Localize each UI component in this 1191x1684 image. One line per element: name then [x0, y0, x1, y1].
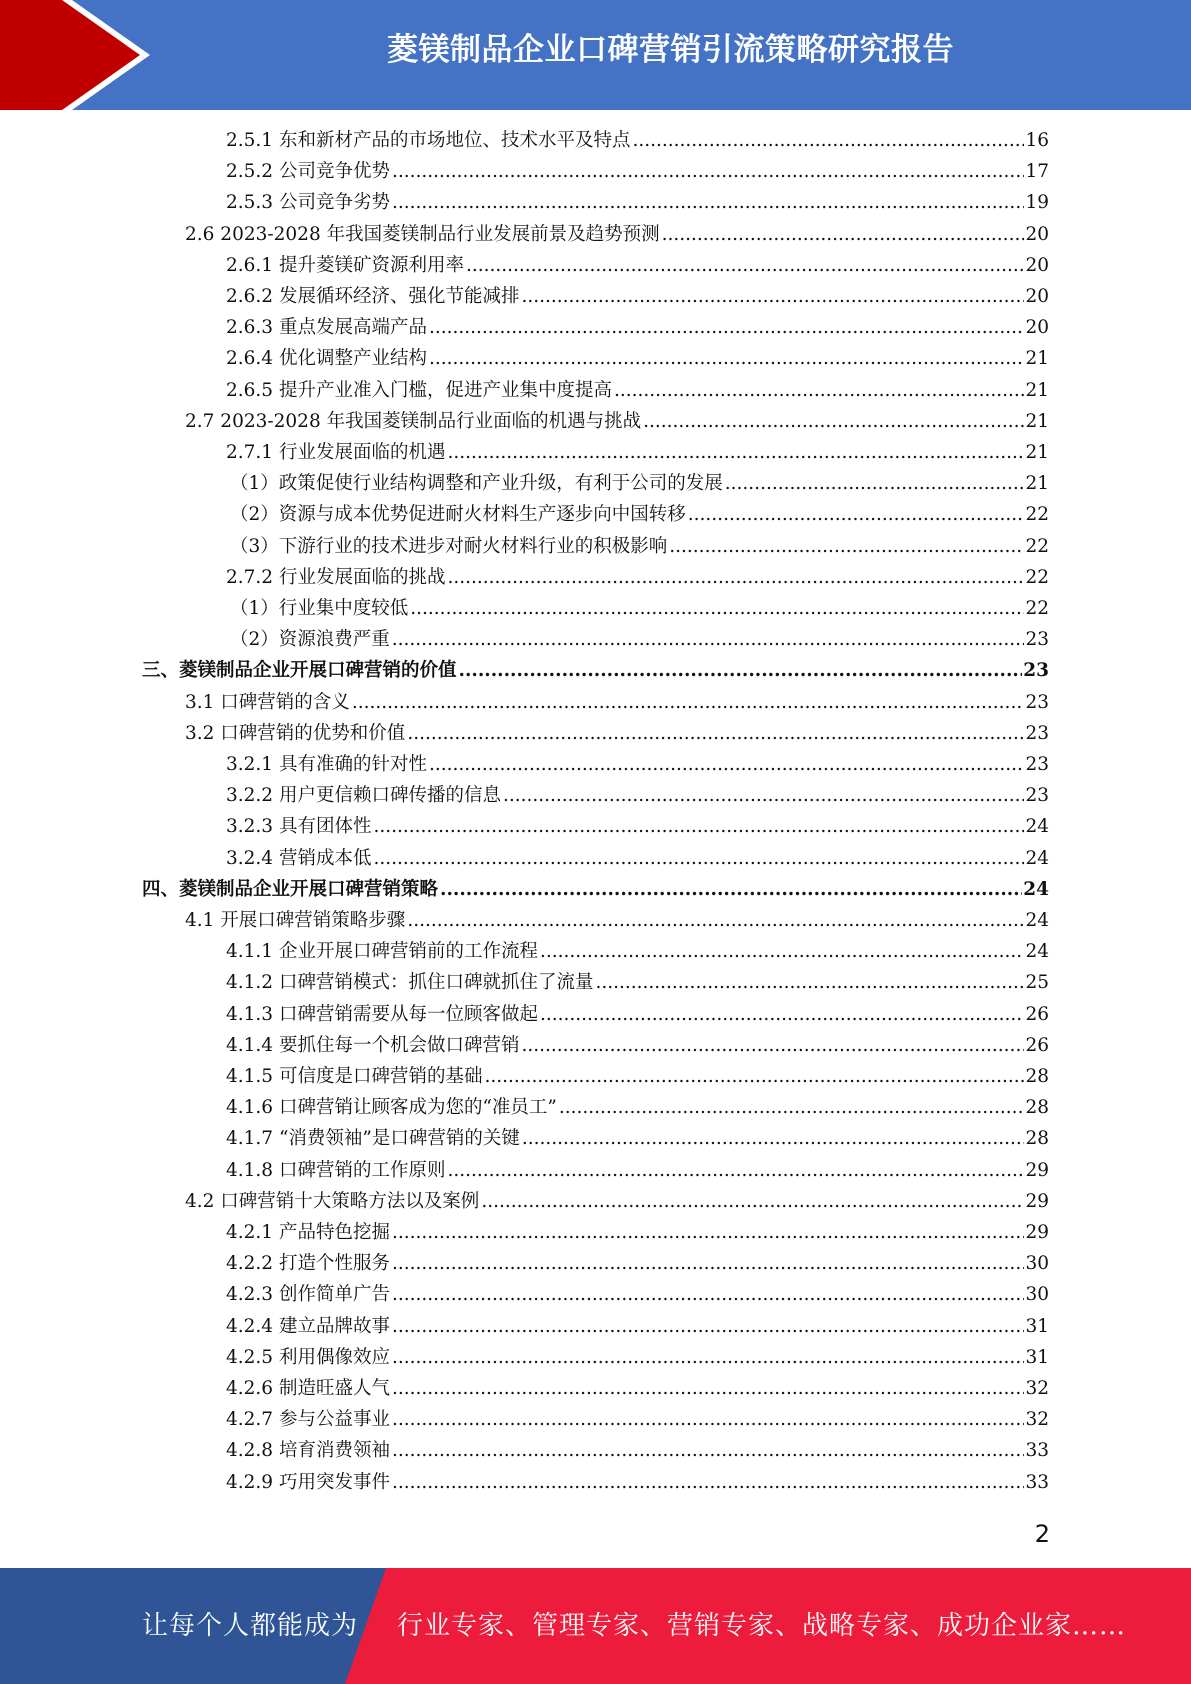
toc-leader-dots [392, 1406, 1024, 1434]
toc-leader-dots [392, 1219, 1024, 1247]
toc-entry[interactable] [185, 907, 1049, 935]
toc-entry-page: 31 [1025, 1346, 1049, 1368]
toc-entry-page: 24 [1025, 847, 1049, 869]
toc-entry-title: 4.2.2 打造个性服务 [226, 1253, 390, 1275]
toc-entry[interactable] [226, 1375, 1049, 1403]
toc-entry-title: 2.6 2023-2028 年我国菱镁制品行业发展前景及趋势预测 [185, 223, 660, 245]
header-banner [0, 0, 1191, 110]
toc-leader-dots [429, 751, 1024, 779]
toc-entry-page: 26 [1025, 1034, 1049, 1056]
toc-leader-dots [447, 439, 1024, 467]
toc-entry-page: 21 [1025, 379, 1049, 401]
toc-entry[interactable] [226, 1281, 1049, 1309]
toc-leader-dots [429, 345, 1024, 373]
footer-banner [0, 1568, 1191, 1684]
toc-leader-dots [392, 1375, 1024, 1403]
toc-entry-title: 4.1.5 可信度是口碑营销的基础 [226, 1066, 483, 1087]
toc-entry-page: 28 [1025, 1066, 1049, 1087]
toc-leader-dots [503, 782, 1024, 810]
toc-entry[interactable] [226, 1437, 1049, 1465]
toc-leader-dots [429, 314, 1024, 342]
toc-entry-page: 24 [1025, 816, 1049, 838]
toc-entry-title: 4.2.6 制造旺盛人气 [226, 1378, 390, 1399]
toc-leader-dots [662, 221, 1025, 249]
toc-entry-title: 4.1 开展口碑营销策略步骤 [185, 910, 406, 931]
toc-entry-title: 4.2 口碑营销十大策略方法以及案例 [185, 1190, 480, 1212]
toc-leader-dots [725, 470, 1025, 498]
toc-entry[interactable] [226, 377, 1049, 405]
toc-leader-dots [522, 1125, 1025, 1153]
toc-entry-page: 22 [1025, 566, 1049, 588]
toc-entry[interactable] [226, 1032, 1049, 1060]
toc-leader-dots [392, 1344, 1024, 1372]
toc-leader-dots [521, 1032, 1024, 1060]
toc-entry-title: 4.2.8 培育消费领袖 [226, 1440, 390, 1462]
toc-entry-page: 22 [1025, 504, 1049, 526]
toc-entry-page: 20 [1025, 286, 1049, 307]
toc-entry-title: （2）资源与成本优势促进耐火材料生产逐步向中国转移 [230, 504, 686, 526]
toc-entry-page: 17 [1025, 161, 1049, 183]
footer-slogan-right: 行业专家、管理专家、营销专家、战略专家、成功企业家…… [397, 1611, 1127, 1641]
toc-entry-page: 26 [1025, 1003, 1049, 1025]
toc-leader-dots [440, 876, 1022, 904]
toc-leader-dots [392, 1313, 1024, 1341]
toc-entry[interactable] [226, 283, 1049, 311]
toc-entry-page: 30 [1025, 1253, 1049, 1275]
toc-entry-page: 24 [1023, 878, 1049, 900]
toc-entry-page: 23 [1025, 722, 1049, 744]
toc-entry-page: 25 [1025, 972, 1049, 994]
toc-entry-title: 2.7 2023-2028 年我国菱镁制品行业面临的机遇与挑战 [185, 410, 642, 432]
toc-entry-title: 2.5.2 公司竞争优势 [226, 161, 390, 183]
toc-entry[interactable] [142, 657, 1049, 685]
toc-entry-page: 29 [1025, 1222, 1049, 1243]
toc-entry[interactable] [230, 626, 1049, 654]
toc-entry-page: 23 [1025, 691, 1049, 713]
toc-entry-page: 21 [1025, 348, 1049, 370]
toc-entry[interactable] [226, 1157, 1049, 1185]
toc-entry-title: 2.6.5 提升产业准入门槛，促进产业集中度提高 [226, 379, 612, 401]
toc-entry-title: 4.1.8 口碑营销的工作原则 [226, 1159, 446, 1181]
toc-entry[interactable] [226, 751, 1049, 779]
toc-entry-title: 四、菱镁制品企业开展口碑营销策略 [142, 878, 439, 900]
toc-entry-page: 28 [1025, 1128, 1049, 1150]
toc-leader-dots [481, 1188, 1024, 1216]
toc-entry-title: 三、菱镁制品企业开展口碑营销的价值 [142, 660, 457, 682]
toc-entry-page: 33 [1025, 1440, 1049, 1462]
toc-leader-dots [643, 408, 1024, 436]
toc-entry[interactable] [226, 938, 1049, 966]
toc-entry[interactable] [226, 1125, 1049, 1153]
toc-leader-dots [559, 1094, 1025, 1122]
toc-entry-title: 2.7.1 行业发展面临的机遇 [226, 442, 446, 463]
toc-entry-title: 4.2.7 参与公益事业 [226, 1409, 390, 1431]
toc-entry-page: 23 [1025, 785, 1049, 807]
toc-entry-page: 21 [1025, 473, 1049, 495]
toc-entry-title: 3.2.1 具有准确的针对性 [226, 754, 427, 775]
toc-leader-dots [407, 720, 1024, 748]
toc-leader-dots [521, 283, 1024, 311]
toc-leader-dots [392, 1250, 1024, 1278]
toc-entry-title: 3.2.3 具有团体性 [226, 816, 372, 838]
toc-entry-title: 4.1.3 口碑营销需要从每一位顾客做起 [226, 1003, 538, 1025]
toc-entry-page: 30 [1025, 1284, 1049, 1306]
toc-entry-title: 4.2.9 巧用突发事件 [226, 1471, 390, 1493]
toc-entry-title: 2.5.3 公司竞争劣势 [226, 192, 390, 214]
toc-entry-page: 33 [1025, 1471, 1049, 1493]
toc-entry-page: 22 [1025, 598, 1049, 619]
toc-entry-title: （3）下游行业的技术进步对耐火材料行业的积极影响 [230, 535, 668, 557]
toc-entry[interactable] [185, 720, 1049, 748]
toc-entry[interactable] [226, 1001, 1049, 1029]
toc-entry-page: 23 [1025, 754, 1049, 775]
toc-entry-page: 31 [1025, 1315, 1049, 1337]
toc-entry-title: 4.2.1 产品特色挖掘 [226, 1222, 390, 1243]
toc-leader-dots [540, 938, 1024, 966]
toc-entry[interactable] [226, 314, 1049, 342]
toc-entry[interactable] [185, 408, 1049, 436]
toc-leader-dots [373, 813, 1024, 841]
page-number: 2 [1034, 1520, 1050, 1548]
toc-entry-title: 2.7.2 行业发展面临的挑战 [226, 566, 446, 588]
toc-entry[interactable] [142, 876, 1049, 904]
toc-entry-page: 29 [1025, 1190, 1049, 1212]
toc-entry-title: 4.2.4 建立品牌故事 [226, 1315, 390, 1337]
toc-entry-page: 24 [1025, 910, 1049, 931]
toc-entry[interactable] [185, 221, 1049, 249]
toc-entry[interactable] [230, 533, 1049, 561]
toc-leader-dots [540, 1001, 1024, 1029]
toc-entry-page: 21 [1025, 410, 1049, 432]
toc-entry-page: 20 [1025, 223, 1049, 245]
toc-leader-dots [484, 1063, 1024, 1091]
toc-leader-dots [632, 127, 1024, 155]
toc-entry-title: 2.6.2 发展循环经济、强化节能减排 [226, 286, 520, 307]
toc-entry-page: 20 [1025, 254, 1049, 276]
toc-entry-title: 2.6.4 优化调整产业结构 [226, 348, 427, 370]
toc-entry[interactable] [226, 127, 1049, 155]
toc-entry[interactable] [226, 845, 1049, 873]
toc-entry-page: 19 [1025, 192, 1049, 214]
toc-entry[interactable] [185, 1188, 1049, 1216]
footer-slogan-left: 让每个人都能成为 [142, 1611, 359, 1641]
toc-leader-dots [688, 501, 1025, 529]
toc-entry-title: 4.1.7 “消费领袖”是口碑营销的关键 [226, 1128, 520, 1150]
toc-entry-title: 4.1.2 口碑营销模式：抓住口碑就抓住了流量 [226, 972, 594, 994]
toc-leader-dots [373, 845, 1024, 873]
toc-leader-dots [447, 1157, 1024, 1185]
toc-entry-title: 4.2.3 创作简单广告 [226, 1284, 390, 1306]
toc-entry[interactable] [226, 782, 1049, 810]
toc-entry[interactable] [226, 189, 1049, 217]
toc-leader-dots [352, 689, 1025, 717]
toc-entry[interactable] [226, 158, 1049, 186]
toc-entry-title: 4.1.6 口碑营销让顾客成为您的“准员工” [226, 1097, 557, 1119]
toc-entry[interactable] [226, 1250, 1049, 1278]
toc-entry-page: 16 [1025, 130, 1049, 151]
toc-entry[interactable] [230, 470, 1049, 498]
toc-entry[interactable] [226, 1094, 1049, 1122]
toc-entry-title: 2.6.3 重点发展高端产品 [226, 317, 427, 339]
toc-entry-title: 3.2.4 营销成本低 [226, 847, 372, 869]
toc-leader-dots [392, 1437, 1024, 1465]
toc-entry-title: 3.2.2 用户更信赖口碑传播的信息 [226, 785, 501, 807]
toc-leader-dots [392, 1469, 1024, 1497]
toc-leader-dots [595, 969, 1024, 997]
toc-entry-page: 20 [1025, 317, 1049, 339]
toc-entry[interactable] [226, 1063, 1049, 1091]
toc-entry[interactable] [226, 813, 1049, 841]
toc-leader-dots [392, 189, 1024, 217]
toc-entry-page: 24 [1025, 941, 1049, 963]
toc-entry[interactable] [230, 501, 1049, 529]
toc-leader-dots [392, 158, 1024, 186]
toc-leader-dots [614, 377, 1024, 405]
toc-leader-dots [407, 907, 1024, 935]
toc-entry[interactable] [230, 595, 1049, 623]
toc-entry-page: 32 [1025, 1378, 1049, 1399]
toc-entry-title: 3.1 口碑营销的含义 [185, 691, 350, 713]
toc-entry[interactable] [226, 1406, 1049, 1434]
toc-entry-page: 29 [1025, 1159, 1049, 1181]
toc-entry-title: （1）行业集中度较低 [230, 598, 409, 619]
toc-entry[interactable] [226, 1344, 1049, 1372]
toc-leader-dots [459, 657, 1023, 685]
toc-entry-page: 22 [1025, 535, 1049, 557]
toc-leader-dots [669, 533, 1024, 561]
toc-entry-page: 28 [1025, 1097, 1049, 1119]
toc-leader-dots [410, 595, 1024, 623]
toc-leader-dots [466, 252, 1024, 280]
document-title: 菱镁制品企业口碑营销引流策略研究报告 [387, 32, 954, 68]
toc-entry-title: （1）政策促使行业结构调整和产业升级，有利于公司的发展 [230, 473, 723, 495]
toc-leader-dots [392, 626, 1025, 654]
toc-entry[interactable] [226, 1469, 1049, 1497]
toc-entry-page: 23 [1025, 629, 1049, 651]
toc-entry[interactable] [226, 439, 1049, 467]
toc-entry-title: 4.1.4 要抓住每一个机会做口碑营销 [226, 1034, 520, 1056]
toc-entry[interactable] [226, 1219, 1049, 1247]
toc-entry-title: （2）资源浪费严重 [230, 629, 390, 651]
toc-entry-page: 21 [1025, 442, 1049, 463]
toc-entry-page: 23 [1023, 660, 1049, 682]
toc-entry-title: 2.5.1 东和新材产品的市场地位、技术水平及特点 [226, 130, 631, 151]
toc-entry[interactable] [226, 252, 1049, 280]
toc-entry[interactable] [226, 345, 1049, 373]
toc-entry-page: 32 [1025, 1409, 1049, 1431]
toc-entry-title: 4.1.1 企业开展口碑营销前的工作流程 [226, 941, 538, 963]
toc-entry-title: 3.2 口碑营销的优势和价值 [185, 722, 406, 744]
toc-leader-dots [447, 564, 1024, 592]
toc-entry-title: 4.2.5 利用偶像效应 [226, 1346, 390, 1368]
toc-entry-title: 2.6.1 提升菱镁矿资源利用率 [226, 254, 464, 276]
toc-entry[interactable] [226, 1313, 1049, 1341]
toc-entry[interactable] [185, 689, 1049, 717]
toc-entry[interactable] [226, 969, 1049, 997]
toc-entry[interactable] [226, 564, 1049, 592]
toc-leader-dots [392, 1281, 1024, 1309]
